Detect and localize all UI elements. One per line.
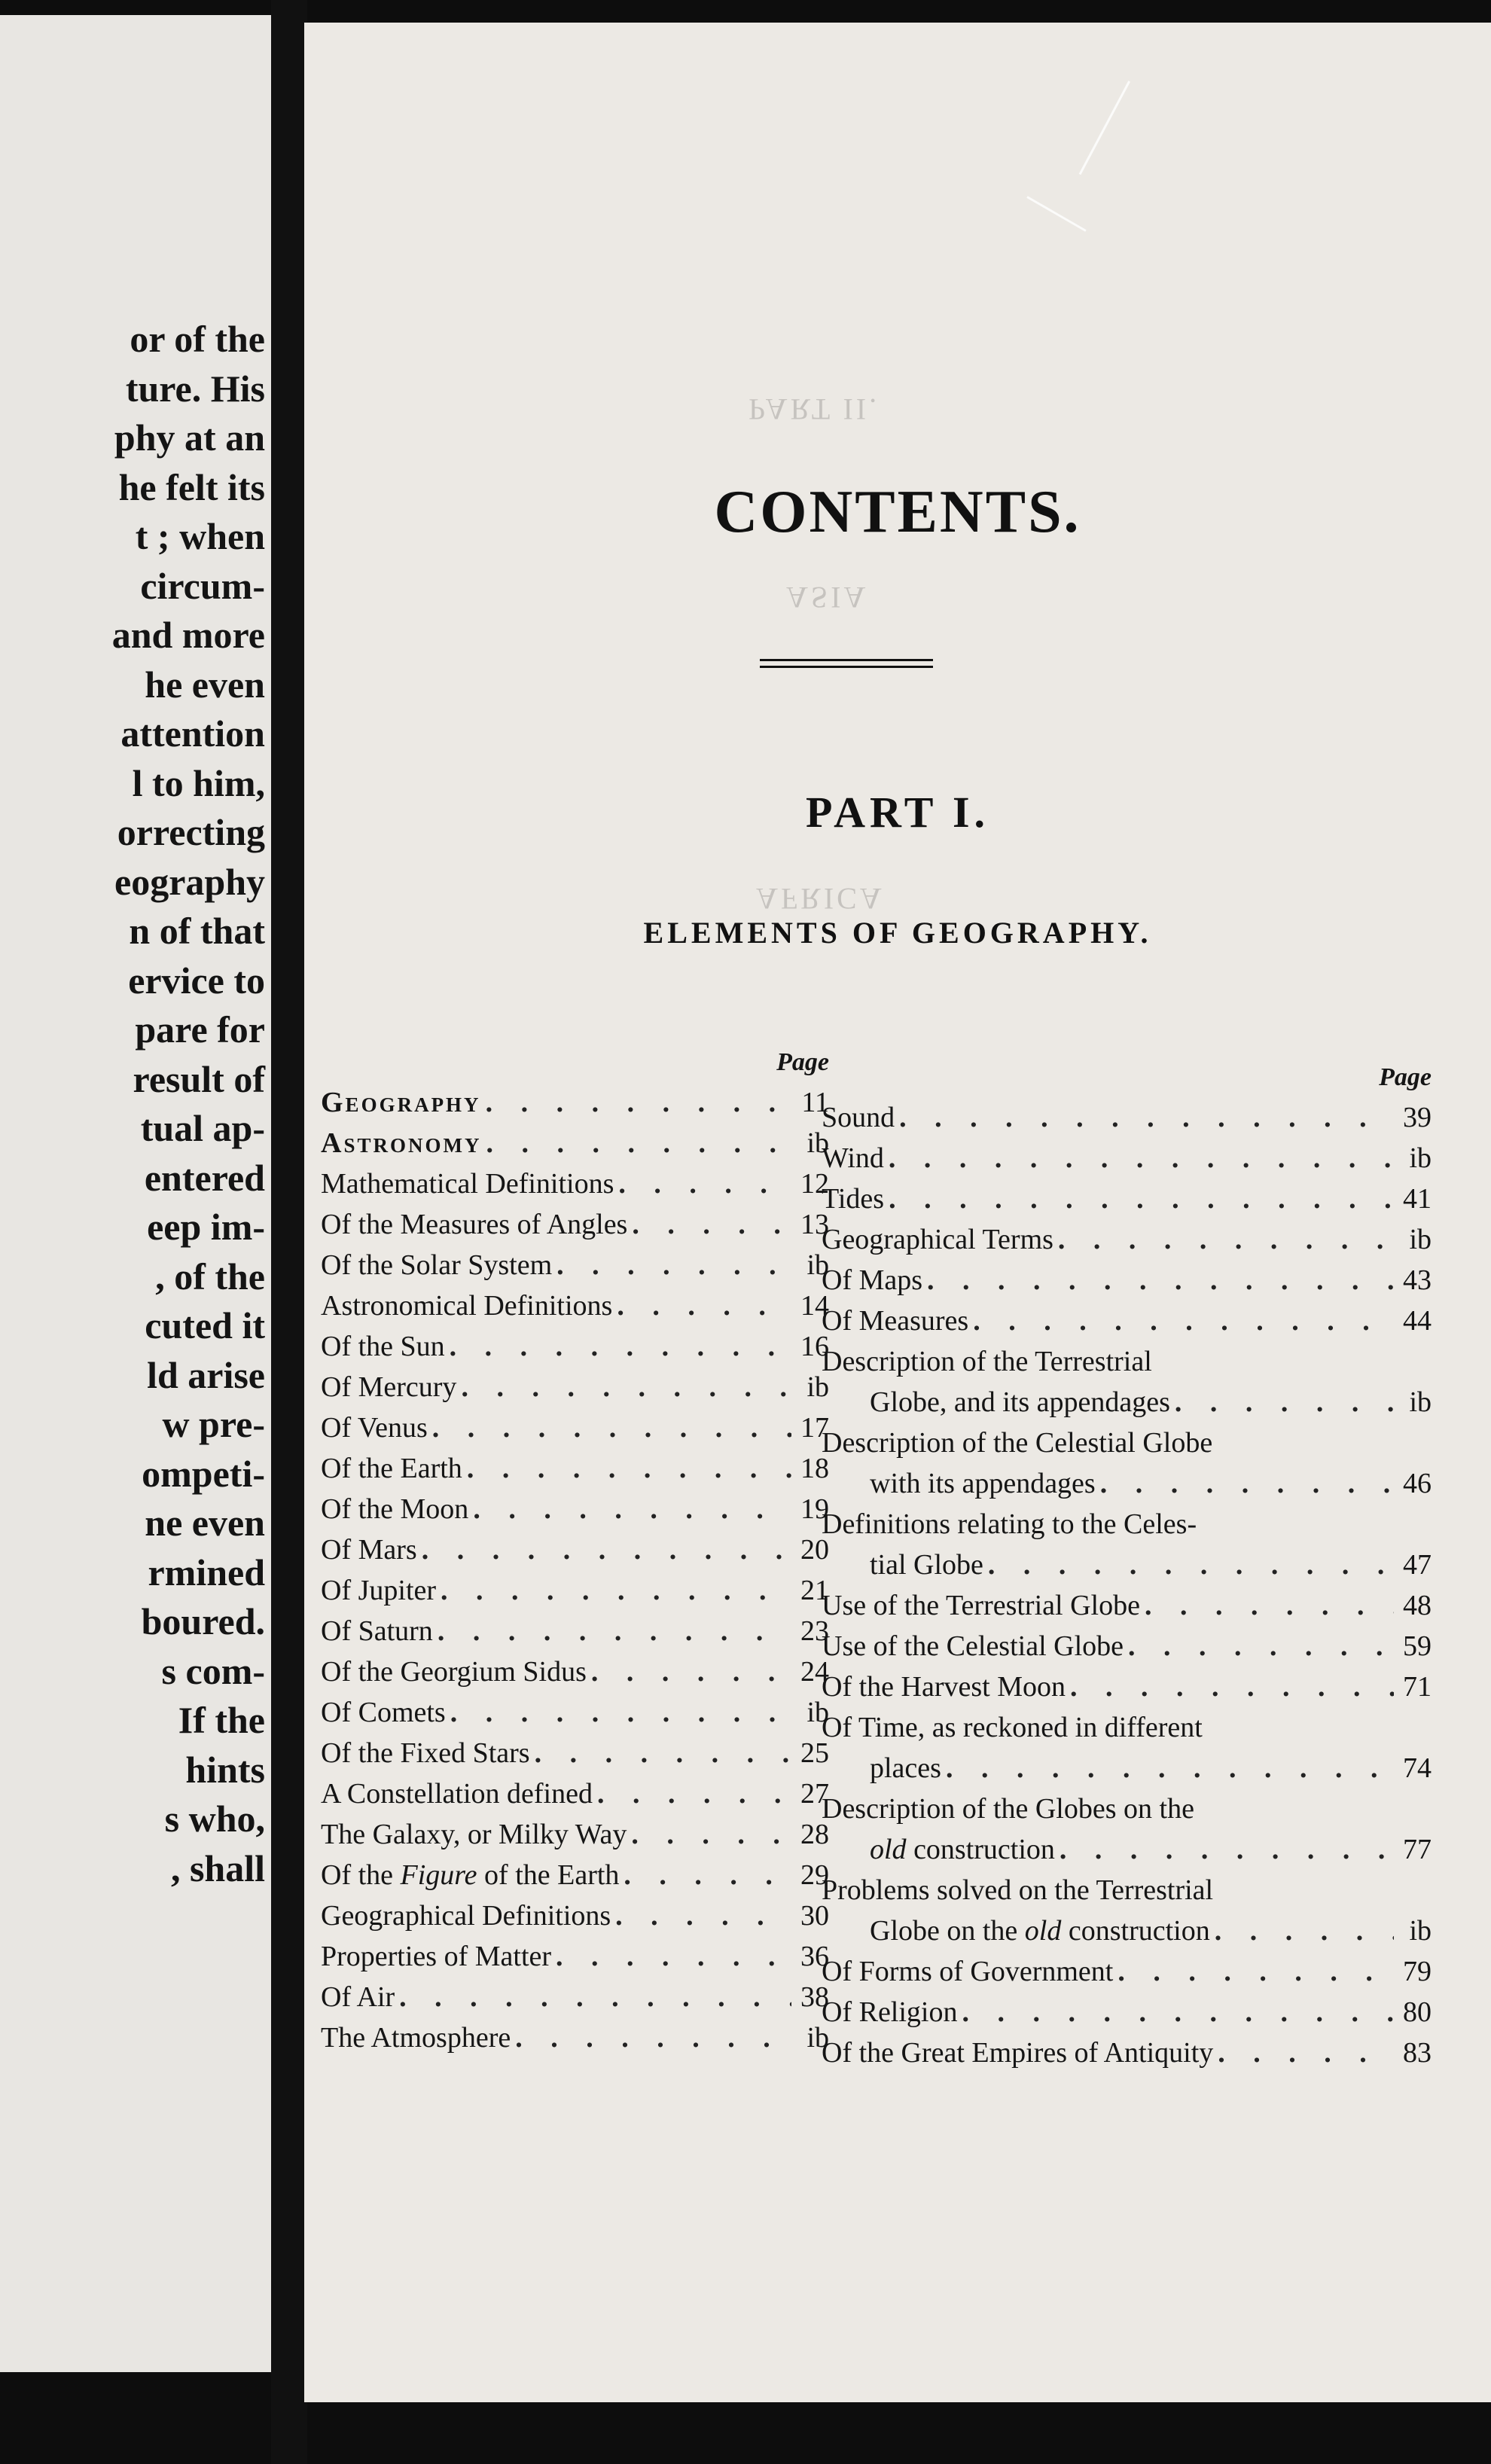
facing-page-line: hints — [185, 1748, 265, 1791]
entry-title-continuation — [822, 1748, 1432, 1789]
entry-page-number: ib — [806, 1371, 829, 1403]
leader-dots — [556, 1245, 791, 1285]
contents-entry — [822, 1260, 1432, 1301]
entry-title: Astronomical Definitions — [321, 1290, 613, 1322]
contents-column-left — [321, 1043, 829, 2058]
leader-dots — [473, 1489, 791, 1529]
contents-entry — [822, 2032, 1432, 2073]
bleed-through-text: PART II. — [749, 392, 880, 426]
entry-title: Of the Fixed Stars — [321, 1737, 530, 1769]
entry-title: Properties of Matter — [321, 1941, 552, 1972]
entry-page-number: 79 — [1403, 1956, 1432, 1987]
entry-title: Of the Sun — [321, 1331, 445, 1362]
book-gutter — [271, 0, 307, 2464]
leader-dots — [1218, 2032, 1394, 2073]
entry-title: Of the Great Empires of Antiquity — [822, 2037, 1214, 2069]
facing-page-line: eography — [114, 860, 265, 903]
entry-page-number: 43 — [1403, 1264, 1432, 1296]
entry-title-text: Of the — [321, 1859, 401, 1891]
leader-dots — [899, 1097, 1394, 1138]
contents-entry — [321, 1855, 829, 1895]
entry-page-number: 59 — [1403, 1630, 1432, 1662]
facing-page-line: or of the — [130, 318, 265, 360]
entry-title: Of Maps — [822, 1264, 923, 1296]
contents-entry — [822, 1585, 1432, 1626]
leader-dots — [432, 1407, 791, 1448]
facing-page-line: circum- — [140, 564, 265, 607]
entry-page-number: 13 — [800, 1209, 829, 1240]
entry-title: Geographical Definitions — [321, 1900, 611, 1932]
entry-title-line: with its appendages — [870, 1468, 1096, 1499]
facing-page-line: he felt its — [118, 465, 265, 508]
contents-entry — [321, 1977, 829, 2017]
leader-dots — [618, 1163, 791, 1204]
bleed-through-text: ASIA — [786, 581, 869, 614]
entry-title: Of the Moon — [321, 1493, 469, 1525]
entry-title-line: tial Globe — [870, 1549, 983, 1581]
entry-page-number: ib — [1409, 1386, 1432, 1418]
entry-page-number: 46 — [1403, 1468, 1432, 1499]
entry-title-line: places — [870, 1752, 941, 1784]
leader-dots — [1117, 1951, 1394, 1992]
entry-title: Use of the Celestial Globe — [822, 1630, 1124, 1662]
leader-dots — [1058, 1219, 1394, 1260]
contents-entry — [321, 1245, 829, 1285]
entry-title: A Constellation defined — [321, 1778, 593, 1810]
entry-title: The Galaxy, or Milky Way — [321, 1819, 627, 1850]
facing-page-line: entered — [144, 1156, 265, 1199]
entry-title: Of Religion — [822, 1996, 958, 2028]
entry-page-number: 47 — [1403, 1549, 1432, 1581]
facing-page-line: , of the — [155, 1255, 265, 1298]
facing-page-line: ld arise — [147, 1353, 265, 1396]
entry-title-line — [870, 1829, 1055, 1870]
entry-title: Of the Harvest Moon — [822, 1671, 1066, 1703]
leader-dots — [422, 1529, 791, 1570]
contents-entry — [822, 1301, 1432, 1341]
contents-entry — [321, 1529, 829, 1570]
facing-page-line: ervice to — [128, 959, 265, 1002]
facing-page-line: attention — [120, 712, 265, 755]
leader-dots — [615, 1895, 791, 1936]
contents-entry — [321, 1936, 829, 1977]
leader-dots — [617, 1285, 791, 1326]
entry-title: Wind — [822, 1142, 884, 1174]
scan-scratch — [1026, 196, 1086, 232]
facing-page-line: t ; when — [135, 515, 265, 557]
facing-page-line: boured. — [141, 1600, 265, 1642]
entry-title-line — [870, 1911, 1210, 1951]
entry-title: The Atmosphere — [321, 2022, 511, 2054]
entry-title: Of Comets — [321, 1697, 446, 1728]
facing-page-line: he even — [145, 663, 265, 706]
entry-page-number: 74 — [1403, 1752, 1432, 1784]
entry-page-number: ib — [806, 1249, 829, 1281]
entry-page-number: ib — [1409, 1915, 1432, 1947]
entry-page-number: 77 — [1403, 1834, 1432, 1865]
page-column-label: Page — [1379, 1063, 1432, 1091]
entry-title: Mathematical Definitions — [321, 1168, 614, 1200]
leader-dots — [597, 1773, 791, 1814]
contents-entry — [321, 1448, 829, 1489]
entry-title-continuation — [822, 1382, 1432, 1423]
contents-entry — [822, 1097, 1432, 1138]
leader-dots — [1100, 1463, 1394, 1504]
entry-title: Of the Earth — [321, 1453, 462, 1484]
contents-entry — [822, 1789, 1432, 1870]
contents-entry — [822, 1992, 1432, 2032]
leader-dots — [1128, 1626, 1394, 1667]
entry-title: Of the Georgium Sidus — [321, 1656, 587, 1688]
entry-page-number: 71 — [1403, 1671, 1432, 1703]
leader-dots — [946, 1748, 1394, 1789]
entry-page-number: 83 — [1403, 2037, 1432, 2069]
leader-dots — [461, 1367, 791, 1407]
leader-dots — [624, 1855, 791, 1895]
entry-title-line: Problems solved on the Terrestrial — [822, 1874, 1214, 1906]
entry-title: Of Mercury — [321, 1371, 457, 1403]
facing-page-line: l to him, — [132, 761, 265, 804]
entry-page-number: 27 — [800, 1778, 829, 1810]
entry-title-line: Description of the Globes on the — [822, 1793, 1194, 1825]
leader-dots — [631, 1814, 791, 1855]
facing-page-line: rmined — [148, 1551, 265, 1593]
heading-rule — [760, 659, 933, 668]
leader-dots — [632, 1204, 791, 1245]
entry-title-line: Description of the Terrestrial — [822, 1346, 1152, 1377]
entry-page-number: 20 — [800, 1534, 829, 1566]
leader-dots — [973, 1301, 1394, 1341]
contents-entry — [321, 1773, 829, 1814]
contents-entry — [321, 1489, 829, 1529]
entry-title: Of Jupiter — [321, 1575, 437, 1606]
contents-entry — [822, 1219, 1432, 1260]
entry-page-number: 14 — [800, 1290, 829, 1322]
contents-entry — [822, 1138, 1432, 1179]
contents-entry — [822, 1179, 1432, 1219]
contents-entry — [822, 1423, 1432, 1504]
entry-page-number: 17 — [800, 1412, 829, 1444]
contents-entry — [822, 1870, 1432, 1951]
facing-page-line: pare for — [135, 1008, 265, 1051]
entry-title: Sound — [822, 1102, 895, 1133]
contents-entry — [321, 1407, 829, 1448]
contents-entry — [321, 1651, 829, 1692]
page-column-label: Page — [776, 1048, 829, 1076]
entry-title-continuation — [822, 1829, 1432, 1870]
entry-title: Geography — [321, 1087, 481, 1118]
facing-page-line: If the — [178, 1699, 265, 1741]
entry-title: Of the Measures of Angles — [321, 1209, 628, 1240]
entry-page-number: 16 — [800, 1331, 829, 1362]
contents-entry — [321, 1570, 829, 1611]
leader-dots — [1175, 1382, 1394, 1423]
contents-entry — [321, 1123, 829, 1163]
contents-entry — [321, 1733, 829, 1773]
contents-column-right — [822, 1058, 1432, 2073]
entry-page-number: 44 — [1403, 1305, 1432, 1337]
entry-page-number: 36 — [800, 1941, 829, 1972]
facing-page-line: s com- — [161, 1649, 265, 1692]
leader-dots — [535, 1733, 791, 1773]
entry-title-continuation — [822, 1463, 1432, 1504]
facing-page-line: ture. His — [125, 367, 265, 410]
entry-title-text: of the Earth — [477, 1859, 620, 1891]
facing-page-line: ne even — [145, 1502, 265, 1544]
contents-entry — [321, 1326, 829, 1367]
entry-title-italic: old — [870, 1834, 907, 1865]
entry-page-number: 30 — [800, 1900, 829, 1932]
entry-page-number: 48 — [1403, 1590, 1432, 1621]
facing-page-line: phy at an — [114, 416, 265, 459]
entry-page-number: 29 — [800, 1859, 829, 1891]
entry-title-line: Description of the Celestial Globe — [822, 1427, 1213, 1459]
contents-entry — [321, 2017, 829, 2058]
entry-page-number: ib — [1409, 1224, 1432, 1255]
leader-dots — [399, 1977, 791, 2017]
entry-title: Tides — [822, 1183, 885, 1215]
facing-page-line: eep im- — [147, 1206, 265, 1248]
contents-entry — [822, 1707, 1432, 1789]
entry-page-number: 21 — [800, 1575, 829, 1606]
entry-page-number: ib — [806, 2022, 829, 2054]
facing-page-line: result of — [133, 1057, 265, 1100]
leader-dots — [441, 1570, 791, 1611]
facing-page-line: n of that — [129, 910, 265, 952]
leader-dots — [1145, 1585, 1394, 1626]
entry-title-text: construction — [1061, 1915, 1210, 1947]
contents-entry — [321, 1895, 829, 1936]
entry-page-number: 28 — [800, 1819, 829, 1850]
contents-entry — [822, 1667, 1432, 1707]
contents-entry — [321, 1611, 829, 1651]
entry-title: Of Saturn — [321, 1615, 433, 1647]
facing-page-line: w pre- — [162, 1403, 265, 1445]
facing-page-line: ompeti- — [142, 1452, 265, 1495]
facing-page-line: tual ap- — [140, 1107, 265, 1149]
entry-title: Of Forms of Government — [822, 1956, 1114, 1987]
entry-page-number: ib — [806, 1127, 829, 1159]
contents-entry — [822, 1626, 1432, 1667]
entry-title: Geographical Terms — [822, 1224, 1053, 1255]
contents-entry — [321, 1082, 829, 1123]
entry-page-number: 38 — [800, 1981, 829, 2013]
leader-dots — [1070, 1667, 1394, 1707]
leader-dots — [591, 1651, 791, 1692]
entry-page-number: 19 — [800, 1493, 829, 1525]
facing-page-text — [0, 315, 271, 1893]
leader-dots — [450, 1692, 791, 1733]
entry-title: Of the Solar System — [321, 1249, 553, 1281]
section-heading: ELEMENTS OF GEOGRAPHY. — [643, 916, 1152, 950]
entry-title: Of Mars — [321, 1534, 417, 1566]
entry-title-text: Globe on the — [870, 1915, 1025, 1947]
entry-page-number: ib — [1409, 1142, 1432, 1174]
entry-title-continuation — [822, 1911, 1432, 1951]
entry-title-italic: Figure — [400, 1859, 477, 1891]
contents-entry — [321, 1692, 829, 1733]
facing-page-line: cuted it — [145, 1304, 265, 1346]
leader-dots — [556, 1936, 791, 1977]
contents-entry — [321, 1163, 829, 1204]
contents-entry — [822, 1504, 1432, 1585]
scan-scratch — [1079, 81, 1130, 175]
entry-page-number: 25 — [800, 1737, 829, 1769]
bleed-through-text: AFRICA — [756, 882, 885, 916]
entry-page-number: 39 — [1403, 1102, 1432, 1133]
contents-entry — [822, 1951, 1432, 1992]
entry-page-number: ib — [806, 1697, 829, 1728]
leader-dots — [988, 1545, 1394, 1585]
facing-page-line: orrecting — [117, 811, 265, 853]
leader-dots — [515, 2017, 791, 2058]
entry-page-number: 41 — [1403, 1183, 1432, 1215]
contents-entry — [822, 1341, 1432, 1423]
contents-entry — [321, 1285, 829, 1326]
facing-page-line: s who, — [164, 1798, 265, 1840]
entry-title: Use of the Terrestrial Globe — [822, 1590, 1140, 1621]
entry-page-number: 18 — [800, 1453, 829, 1484]
leader-dots — [486, 1123, 791, 1163]
leader-dots — [889, 1138, 1394, 1179]
entry-title-text: construction — [906, 1834, 1055, 1865]
contents-heading: CONTENTS. — [714, 479, 1081, 545]
facing-page-line: , shall — [170, 1846, 265, 1889]
contents-entry — [321, 1814, 829, 1855]
entry-title: Of Measures — [822, 1305, 969, 1337]
leader-dots — [450, 1326, 791, 1367]
entry-title-continuation — [822, 1545, 1432, 1585]
entry-page-number: 23 — [800, 1615, 829, 1647]
leader-dots — [962, 1992, 1394, 2032]
entry-page-number: 24 — [800, 1656, 829, 1688]
entry-page-number: 80 — [1403, 1996, 1432, 2028]
leader-dots — [486, 1082, 791, 1123]
leader-dots — [438, 1611, 791, 1651]
entry-title: Astronomy — [321, 1127, 482, 1159]
leader-dots — [1060, 1829, 1394, 1870]
entry-title-line: Definitions relating to the Celes- — [822, 1508, 1197, 1540]
entry-title: Of Venus — [321, 1412, 428, 1444]
entry-page-number: 11 — [801, 1087, 829, 1118]
leader-dots — [889, 1179, 1394, 1219]
entry-title — [321, 1855, 619, 1895]
facing-page — [0, 15, 271, 2372]
entry-title: Of Air — [321, 1981, 395, 2013]
leader-dots — [1215, 1911, 1394, 1951]
entry-title-line: Of Time, as reckoned in different — [822, 1712, 1203, 1743]
leader-dots — [467, 1448, 791, 1489]
contents-page — [304, 23, 1491, 2402]
facing-page-line: and more — [111, 614, 265, 656]
entry-title-line: Globe, and its appendages — [870, 1386, 1170, 1418]
contents-entry — [321, 1367, 829, 1407]
part-heading: PART I. — [805, 788, 990, 837]
entry-title-italic: old — [1024, 1915, 1062, 1947]
entry-page-number: 12 — [800, 1168, 829, 1200]
contents-entry — [321, 1204, 829, 1245]
leader-dots — [927, 1260, 1394, 1301]
